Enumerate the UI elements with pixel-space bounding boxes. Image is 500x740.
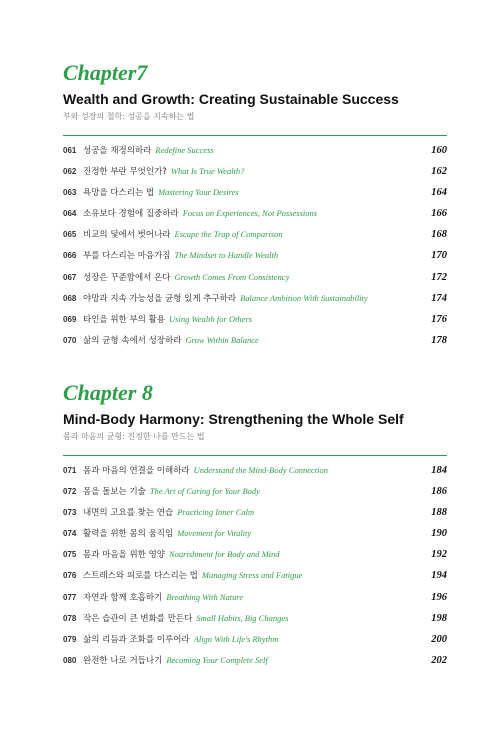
chapter-subtitle: 몸과 마음의 균형: 진정한 나를 만드는 법 <box>63 432 205 441</box>
chapter-title: Wealth and Growth: Creating Sustainable Success <box>63 91 399 107</box>
entry-korean-title: 활력을 위한 몸의 움직임 <box>83 529 174 540</box>
entry-number: 062 <box>63 167 77 177</box>
entry-number: 064 <box>63 209 77 219</box>
entry-english-title: Balance Ambition With Sustainability <box>240 292 368 303</box>
toc-entry[interactable] <box>63 527 447 548</box>
entry-number: 073 <box>63 508 77 518</box>
toc-entry[interactable] <box>63 464 447 485</box>
entry-english-title: Managing Stress and Fatigue <box>201 570 303 581</box>
entry-number: 067 <box>63 272 77 282</box>
toc-entry[interactable] <box>63 633 447 654</box>
entry-number: 078 <box>63 613 77 623</box>
entry-english-title: The Mindset to Handle Wealth <box>174 250 279 261</box>
chapter-label: Chapter7 <box>63 60 148 85</box>
chapter-divider <box>63 135 447 136</box>
entry-page-number: 170 <box>431 250 447 262</box>
entry-page-number: 166 <box>431 208 447 220</box>
entry-page-number: 192 <box>431 549 447 561</box>
entry-english-title: Redefine Success <box>155 145 214 155</box>
entry-english-title: The Art of Caring for Your Body <box>149 486 260 497</box>
entry-page-number: 202 <box>431 654 447 666</box>
entry-english-title: Practicing Inner Calm <box>177 507 255 518</box>
entry-number: 072 <box>63 487 77 497</box>
entry-number: 061 <box>63 146 77 155</box>
toc-entry[interactable] <box>63 165 447 186</box>
entry-number: 079 <box>63 634 77 644</box>
toc-list <box>63 144 447 355</box>
toc-entry[interactable] <box>63 334 447 355</box>
entry-page-number: 178 <box>431 334 447 346</box>
entry-korean-title: 내면의 고요를 찾는 연습 <box>83 508 174 519</box>
entry-number: 077 <box>63 592 77 602</box>
entry-page-number: 172 <box>431 271 447 283</box>
entry-page-number: 198 <box>431 612 447 624</box>
toc-entry[interactable] <box>63 271 447 292</box>
entry-page-number: 164 <box>431 187 447 199</box>
entry-korean-title: 몸과 마음의 연결을 이해하라 <box>83 466 190 476</box>
entry-korean-title: 완전한 나로 거듭나기 <box>83 655 163 666</box>
entry-page-number: 194 <box>431 570 447 582</box>
entry-number: 063 <box>63 188 77 198</box>
entry-english-title: Grow Within Balance <box>185 334 259 345</box>
entry-korean-title: 부를 다스리는 마음가짐 <box>83 251 171 262</box>
chapter-divider <box>63 455 447 456</box>
chapter-label: Chapter 8 <box>63 380 153 405</box>
toc-entry[interactable] <box>63 313 447 334</box>
entry-english-title: Small Habits, Big Changes <box>196 612 289 623</box>
entry-english-title: Nourishment for Body and Mind <box>169 549 280 560</box>
entry-number: 070 <box>63 335 77 345</box>
entry-english-title: Mastering Your Desires <box>158 187 239 198</box>
entry-page-number: 186 <box>431 486 447 498</box>
toc-entry[interactable] <box>63 654 447 675</box>
entry-number: 069 <box>63 314 77 324</box>
chapter-7-section <box>63 60 447 355</box>
entry-korean-title: 성공을 재정의하라 <box>83 146 152 156</box>
entry-page-number: 160 <box>431 145 447 156</box>
entry-page-number: 190 <box>431 528 447 540</box>
toc-entry[interactable] <box>63 292 447 313</box>
entry-number: 075 <box>63 550 77 560</box>
toc-entry[interactable] <box>63 506 447 527</box>
entry-page-number: 184 <box>431 465 447 476</box>
entry-korean-title: 작은 습관이 큰 변화를 만든다 <box>83 613 193 624</box>
entry-korean-title: 성장은 꾸준함에서 온다 <box>83 272 171 283</box>
toc-entry[interactable] <box>63 207 447 228</box>
toc-entry[interactable] <box>63 569 447 590</box>
entry-number: 068 <box>63 293 77 303</box>
entry-english-title: Growth Comes From Consistency <box>174 271 290 282</box>
entry-page-number: 162 <box>431 166 447 178</box>
entry-page-number: 188 <box>431 507 447 519</box>
entry-korean-title: 비교의 덫에서 벗어나라 <box>83 230 171 241</box>
toc-entry[interactable] <box>63 612 447 633</box>
entry-english-title: Using Wealth for Others <box>169 313 253 324</box>
toc-entry[interactable] <box>63 186 447 207</box>
entry-english-title: Align With Life's Rhythm <box>193 633 279 644</box>
entry-korean-title: 소유보다 경험에 집중하라 <box>83 209 179 220</box>
entry-korean-title: 삶의 리듬과 조화를 이루어라 <box>83 634 190 645</box>
entry-number: 066 <box>63 251 77 261</box>
entry-korean-title: 스트레스와 피로를 다스리는 법 <box>83 571 198 582</box>
chapter-8-section <box>63 380 447 675</box>
entry-number: 080 <box>63 655 77 665</box>
toc-entry[interactable] <box>63 249 447 270</box>
toc-entry[interactable] <box>63 548 447 569</box>
entry-english-title: What Is True Wealth? <box>170 166 245 177</box>
entry-english-title: Becoming Your Complete Self <box>166 654 268 665</box>
chapter-title: Mind-Body Harmony: Strengthening the Whole Self <box>63 411 404 427</box>
toc-entry[interactable] <box>63 144 447 165</box>
entry-korean-title: 몸을 돌보는 기술 <box>83 487 146 498</box>
entry-korean-title: 야망과 지속 가능성을 균형 있게 추구하라 <box>83 293 237 304</box>
entry-english-title: Understand the Mind-Body Connection <box>193 465 328 475</box>
entry-korean-title: 욕망을 다스리는 법 <box>83 188 155 199</box>
entry-number: 074 <box>63 529 77 539</box>
entry-page-number: 168 <box>431 229 447 241</box>
toc-entry[interactable] <box>63 485 447 506</box>
entry-english-title: Breathing With Nature <box>166 591 244 602</box>
entry-korean-title: 몸과 마음을 위한 영양 <box>83 550 166 561</box>
entry-page-number: 174 <box>431 292 447 304</box>
entry-english-title: Focus on Experiences, Not Possessions <box>182 208 318 219</box>
toc-list <box>63 464 447 675</box>
entry-number: 065 <box>63 230 77 240</box>
toc-entry[interactable] <box>63 591 447 612</box>
entry-number: 071 <box>63 466 77 475</box>
entry-korean-title: 삶의 균형 속에서 성장하라 <box>83 335 182 346</box>
chapter-subtitle: 부와 성장의 철학: 성공을 지속하는 법 <box>63 112 195 121</box>
toc-entry[interactable] <box>63 228 447 249</box>
entry-korean-title: 진정한 부란 무엇인가? <box>83 167 167 178</box>
entry-page-number: 176 <box>431 313 447 325</box>
entry-korean-title: 자연과 함께 호흡하기 <box>83 592 163 603</box>
entry-page-number: 200 <box>431 633 447 645</box>
entry-number: 076 <box>63 571 77 581</box>
entry-english-title: Escape the Trap of Comparison <box>174 229 283 240</box>
entry-korean-title: 타인을 위한 부의 활용 <box>83 314 166 325</box>
entry-english-title: Movement for Vitality <box>177 528 252 539</box>
entry-page-number: 196 <box>431 591 447 603</box>
